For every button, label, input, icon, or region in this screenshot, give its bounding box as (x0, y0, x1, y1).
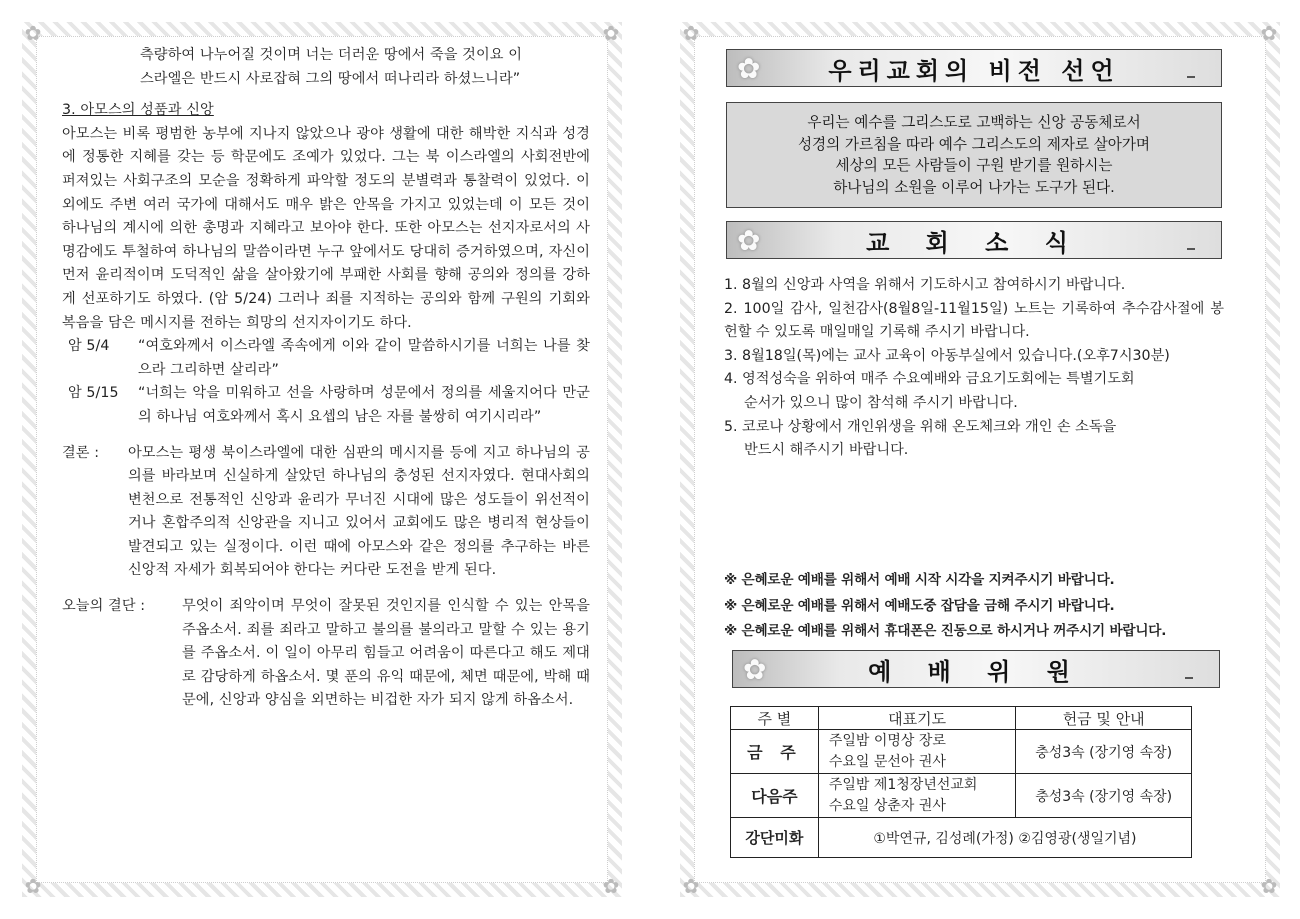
body-paragraph: 아모스는 비록 평범한 농부에 지나지 않았으나 광야 생활에 대한 해박한 지식과 성경에 정통한 지혜를 갖는 등 학문에도 조예가 있었다. 그는 북 이스라엘의 사회전반에 퍼져있는 사회구조의 모순을 정확하게 파악할 정도의 분별력과 통찰력이 있었다. 이외에도 주변 여러 국가에 대해서도 매우 밝은 안목을 가지고 있었는데 이 모든 것이 하나님의 계시에 의한 총명과 지혜라고 보아야 한다. 또한 아모스는 선지자로서의 사명감에도 투철하여 하나님의 말씀이라면 누구 앞에서도 당대히 증거하였으며, 자신이 먼저 윤리적이며 도덕적인 삶을 살아왔기에 부패한 사회를 향해 공의와 정의를 강하게 선포하기도 하였다. (암 5/24) 그러나 죄를 지적하는 공의와 함께 구원의 기회와 복음을 담은 메시지를 전하는 희망의 선지자이기도 하다. (62, 125, 590, 331)
decision (62, 595, 590, 713)
flower-decoration-icon: ✿ (737, 52, 761, 85)
verse-reference: 암 5/4 (68, 338, 110, 355)
continued-quote-line: 측량하여 나누어질 것이며 너는 더러운 땅에서 죽을 것이요 이 (140, 47, 523, 63)
table-row (731, 730, 1192, 774)
header-week: 주 별 (731, 707, 819, 730)
offering-cell: 충성3속 (장기영 속장) (1016, 774, 1192, 818)
continued-quote-line: 스라엘은 반드시 사로잡혀 그의 땅에서 떠나리라 하셨느니라” (140, 70, 521, 87)
flower-decoration-icon: ✿ (737, 224, 761, 257)
flower-ornament-icon: ✿ (602, 874, 620, 898)
flower-ornament-icon: ✿ (682, 21, 700, 45)
vision-line: 세상의 모든 사람들이 구원 받기를 원하시는 (835, 157, 1113, 174)
vision-line: 우리는 예수를 그리스도로 고백하는 신앙 공동체로서 (807, 114, 1141, 131)
news-item: 3. 8월18일(목)에는 교사 교육이 아동부실에서 있습니다.(오후7시30분) (724, 347, 1170, 364)
flower-ornament-icon: ✿ (1260, 874, 1278, 898)
notice-line: ※ 은혜로운 예배를 위해서 휴대폰은 진동으로 하시거나 꺼주시기 바랍니다. (724, 623, 1167, 639)
section-heading: 3. 아모스의 성품과 신앙 (62, 102, 214, 119)
offering-cell: 충성3속 (장기영 속장) (1016, 730, 1192, 774)
flower-label-cell: 강단미화 (731, 818, 819, 858)
worship-duty-table (730, 706, 1192, 858)
news-item: 반드시 해주시기 바랍니다. (744, 442, 909, 459)
vision-line: 하나님의 소원을 이루어 나가는 도구가 된다. (833, 178, 1115, 196)
flower-ornament-icon: ✿ (602, 21, 620, 45)
flower-ornament-icon: ✿ (1260, 21, 1278, 45)
church-news (724, 274, 1224, 463)
vision-title-banner (726, 49, 1222, 87)
verse-text: “여호와께서 이스라엘 족속에게 이와 같이 말씀하시기를 너희는 나를 찾으라 그리하면 살리라” (138, 338, 590, 378)
duty-title: 예 배 위 원 (868, 657, 1084, 686)
table-row (731, 818, 1192, 858)
verse-quote (62, 382, 590, 429)
table-row (731, 774, 1192, 818)
news-item: 순서가 있으니 많이 참석해 주시기 바랍니다. (744, 394, 1018, 411)
news-item: 1. 8월의 신앙과 사역을 위해서 기도하시고 참여하시기 바랍니다. (724, 277, 1126, 293)
header-prayer: 대표기도 (818, 707, 1016, 730)
conclusion-label: 결론 : (62, 444, 100, 461)
conclusion-text: 아모스는 평생 북이스라엘에 대한 심판의 메시지를 등에 지고 하나님의 공의를 바라보며 신실하게 살았던 하나님의 충성된 선지자였다. 현대사회의 변천으로 전통적인 신앙과 윤리가 무너진 시대에 많은 성도들이 위선적이거나 혼합주의적 신앙관을 지니고 있어서 교회에도 많은 병리적 현상들이 발견되고 있는 실정이다. 이런 때에 아모스와 같은 정의를 추구하는 바른 신앙적 자세가 회복되어야 한다는 커다란 도전을 받게 된다. (128, 444, 590, 579)
prayer-line: 수요일 상춘자 권사 (828, 797, 946, 814)
verse-reference: 암 5/15 (68, 385, 119, 402)
news-item: 2. 100일 감사, 일천감사(8월8일-11월15일) 노트는 기록하여 추수감사절에 봉헌할 수 있도록 매일매일 기록해 주시기 바랍니다. (724, 300, 1224, 341)
vision-title: 우리교회의 비전 선언 (828, 56, 1120, 85)
vision-statement (726, 102, 1222, 208)
prayer-line: 주일밤 제1청장년선교회 (828, 776, 978, 793)
prayer-line: 수요일 문선아 권사 (828, 753, 946, 770)
flower-value-cell: ①박연규, 김성례(가정) ②김영광(생일기념) (818, 818, 1191, 858)
header-offering: 헌금 및 안내 (1016, 707, 1192, 730)
flower-decoration-icon: ✿ (743, 653, 767, 686)
decision-text: 무엇이 죄악이며 무엇이 잘못된 것인지를 인식할 수 있는 안목을 주옵소서. 죄를 죄라고 말하고 불의를 불의라고 말할 수 있는 용기를 주옵소서. 이 일이 아무리 힘들고 어려움이 따른다고 해도 제대로 감당하게 하옵소서. 몇 푼의 유익 때문에, 체면 때문에, 박해 때문에, 신앙과 양심을 외면하는 비겁한 자가 되지 않게 하옵소서. (182, 598, 590, 709)
news-title: 교 회 소 식 (866, 228, 1082, 257)
notice-line: ※ 은혜로운 예배를 위해서 예배 시작 시각을 지켜주시기 바랍니다. (724, 572, 1115, 588)
flower-ornament-icon: ✿ (682, 874, 700, 898)
conclusion (62, 442, 590, 584)
prayer-cell (818, 730, 1016, 774)
decision-label: 오늘의 결단 : (62, 598, 146, 615)
prayer-line: 주일밤 이명상 장로 (828, 732, 946, 749)
worship-notices (724, 568, 1224, 645)
vision-line: 성경의 가르침을 따라 예수 그리스도의 제자로 살아가며 (797, 135, 1151, 153)
news-item: 5. 코로나 상황에서 개인위생을 위해 온도체크와 개인 손 소독을 (724, 418, 1117, 435)
flower-ornament-icon: ✿ (24, 874, 42, 898)
left-page (22, 22, 622, 897)
duty-title-banner (732, 650, 1220, 688)
news-title-banner (726, 221, 1222, 259)
sermon-content (62, 44, 590, 713)
news-item: 4. 영적성숙을 위하여 매주 수요예배와 금요기도회에는 특별기도회 (724, 371, 1135, 388)
right-page (680, 22, 1280, 897)
verse-text: “너희는 악을 미워하고 선을 사랑하며 성문에서 정의를 세울지어다 만군의 하나님 여호와께서 혹시 요셉의 남은 자를 불쌍히 여기시리라” (138, 385, 590, 425)
notice-line: ※ 은혜로운 예배를 위해서 예배도중 잡담을 금해 주시기 바랍니다. (724, 597, 1115, 614)
table-header-row (731, 707, 1192, 730)
prayer-cell (818, 774, 1016, 818)
week-cell: 다음주 (731, 774, 819, 818)
week-cell: 금 주 (731, 730, 819, 774)
verse-quote (62, 335, 590, 382)
flower-ornament-icon: ✿ (24, 21, 42, 45)
